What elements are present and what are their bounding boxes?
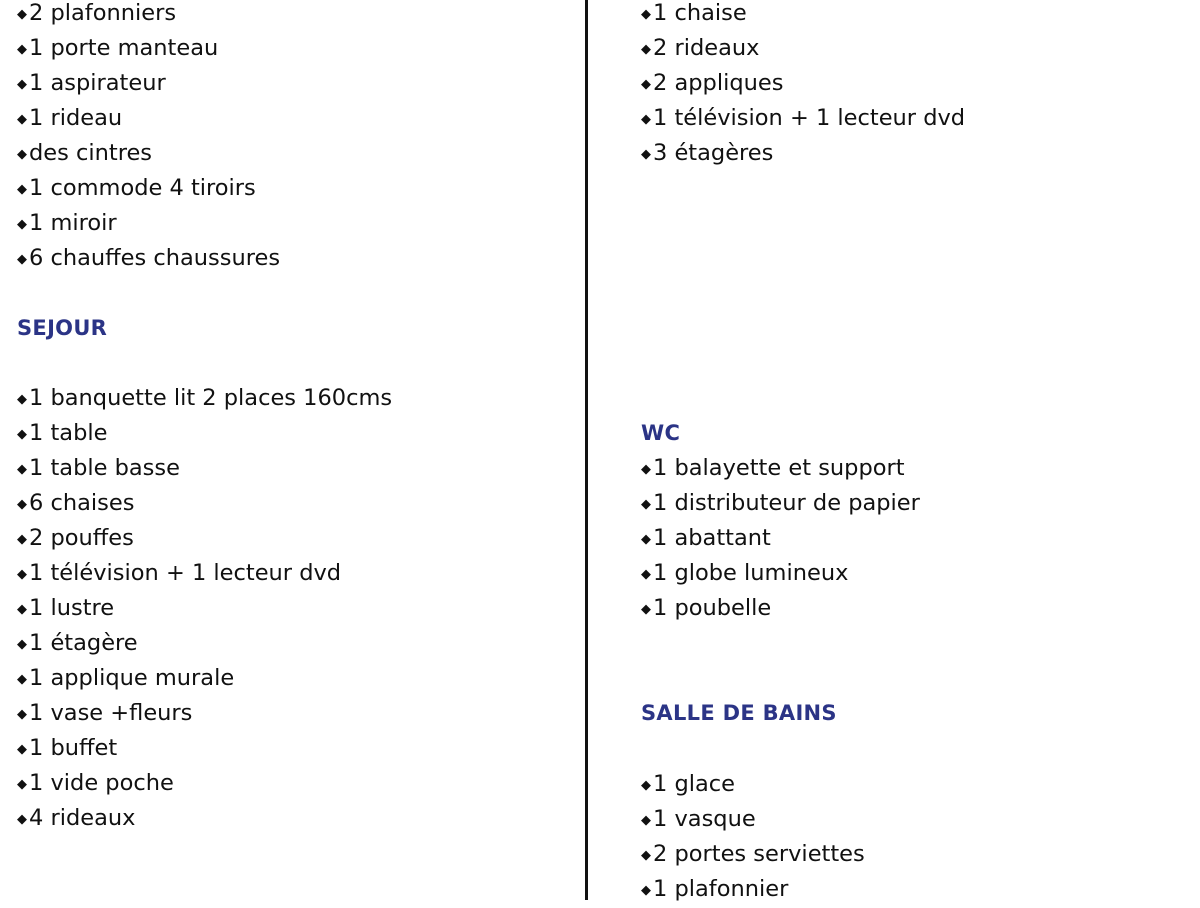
list-item-label: 1 plafonnier: [653, 876, 789, 902]
bullet-icon: ◆: [17, 497, 27, 512]
list-item-label: 1 globe lumineux: [653, 560, 849, 586]
list-item-label: 1 distributeur de papier: [653, 490, 920, 516]
bullet-icon: ◆: [17, 7, 27, 22]
list-item-label: 1 applique murale: [29, 665, 235, 691]
list-item-label: 2 appliques: [653, 70, 784, 96]
list-item: [17, 66, 166, 101]
list-item-label: 1 rideau: [29, 105, 123, 131]
list-item: [17, 731, 117, 766]
list-item-label: 3 étagères: [653, 140, 774, 166]
bullet-icon: ◆: [17, 252, 27, 267]
list-item-label: 1 vasque: [653, 806, 756, 832]
bullet-icon: ◆: [641, 462, 651, 477]
column-divider: [585, 0, 588, 900]
list-item: [17, 661, 234, 696]
list-item-label: 1 porte manteau: [29, 35, 219, 61]
bullet-icon: ◆: [641, 883, 651, 898]
bullet-icon: ◆: [641, 7, 651, 22]
bullet-icon: ◆: [641, 77, 651, 92]
list-item: [641, 521, 771, 556]
list-item-label: 1 vase +fleurs: [29, 700, 193, 726]
bullet-icon: ◆: [17, 217, 27, 232]
list-item: [641, 767, 735, 802]
list-item-label: 1 poubelle: [653, 595, 772, 621]
bullet-icon: ◆: [641, 147, 651, 162]
list-item-label: 1 chaise: [653, 0, 747, 26]
list-item-label: 2 rideaux: [653, 35, 760, 61]
bullet-icon: ◆: [17, 112, 27, 127]
list-item: [17, 451, 180, 486]
list-item: [17, 556, 341, 591]
list-item: [17, 0, 176, 31]
list-item-label: 1 table basse: [29, 455, 180, 481]
bullet-icon: ◆: [17, 707, 27, 722]
list-item: [17, 101, 122, 136]
list-item: [17, 486, 134, 521]
list-item-label: 1 commode 4 tiroirs: [29, 175, 256, 201]
list-item: [17, 766, 174, 801]
list-item-label: 1 télévision + 1 lecteur dvd: [29, 560, 342, 586]
list-item: [641, 837, 865, 872]
list-item: [17, 416, 107, 451]
bullet-icon: ◆: [17, 602, 27, 617]
list-item-label: 6 chauffes chaussures: [29, 245, 281, 271]
list-item: [641, 486, 920, 521]
bullet-icon: ◆: [17, 777, 27, 792]
list-item-label: 1 lustre: [29, 595, 115, 621]
bullet-icon: ◆: [641, 112, 651, 127]
list-item: [17, 801, 135, 836]
sejour-heading: SEJOUR: [17, 316, 108, 340]
list-item-label: 2 plafonniers: [29, 0, 177, 26]
list-item: [17, 521, 134, 556]
list-item-label: 1 banquette lit 2 places 160cms: [29, 385, 393, 411]
bullet-icon: ◆: [17, 742, 27, 757]
list-item-label: 1 table: [29, 420, 108, 446]
list-item-label: 1 vide poche: [29, 770, 174, 796]
bullet-icon: ◆: [641, 42, 651, 57]
list-item: [641, 0, 747, 31]
bullet-icon: ◆: [17, 672, 27, 687]
list-item: [17, 381, 392, 416]
list-item-label: 1 télévision + 1 lecteur dvd: [653, 105, 966, 131]
list-item-label: 1 miroir: [29, 210, 117, 236]
bullet-icon: ◆: [17, 812, 27, 827]
bullet-icon: ◆: [17, 567, 27, 582]
list-item: [641, 136, 773, 171]
salle-de-bains-heading: SALLE DE BAINS: [641, 701, 837, 725]
bullet-icon: ◆: [17, 532, 27, 547]
list-item-label: 1 balayette et support: [653, 455, 905, 481]
list-item-label: 4 rideaux: [29, 805, 136, 831]
bullet-icon: ◆: [641, 778, 651, 793]
bullet-icon: ◆: [17, 462, 27, 477]
wc-heading: WC: [641, 421, 681, 445]
bullet-icon: ◆: [641, 532, 651, 547]
list-item-label: 1 aspirateur: [29, 70, 166, 96]
list-item-label: 1 étagère: [29, 630, 138, 656]
list-item-label: 1 glace: [653, 771, 736, 797]
list-item: [641, 556, 848, 591]
list-item: [641, 101, 965, 136]
list-item: [17, 696, 192, 731]
list-item: [641, 31, 759, 66]
bullet-icon: ◆: [17, 147, 27, 162]
list-item: [17, 626, 138, 661]
list-item-label: des cintres: [29, 140, 153, 166]
bullet-icon: ◆: [17, 637, 27, 652]
list-item: [17, 206, 117, 241]
list-item-label: 2 pouffes: [29, 525, 134, 551]
list-item: [641, 591, 771, 626]
bullet-icon: ◆: [17, 392, 27, 407]
bullet-icon: ◆: [17, 42, 27, 57]
bullet-icon: ◆: [17, 182, 27, 197]
list-item: [17, 171, 256, 206]
list-item: [641, 66, 783, 101]
list-item: [641, 451, 905, 486]
bullet-icon: ◆: [17, 427, 27, 442]
list-item: [17, 136, 152, 171]
list-item-label: 1 buffet: [29, 735, 118, 761]
list-item: [17, 31, 218, 66]
list-item-label: 2 portes serviettes: [653, 841, 865, 867]
bullet-icon: ◆: [641, 813, 651, 828]
bullet-icon: ◆: [641, 497, 651, 512]
bullet-icon: ◆: [641, 567, 651, 582]
list-item: [17, 241, 280, 276]
list-item: [641, 802, 756, 837]
bullet-icon: ◆: [641, 602, 651, 617]
list-item-label: 6 chaises: [29, 490, 135, 516]
list-item-label: 1 abattant: [653, 525, 771, 551]
list-item: [17, 591, 114, 626]
bullet-icon: ◆: [17, 77, 27, 92]
bullet-icon: ◆: [641, 848, 651, 863]
list-item: [641, 872, 788, 907]
